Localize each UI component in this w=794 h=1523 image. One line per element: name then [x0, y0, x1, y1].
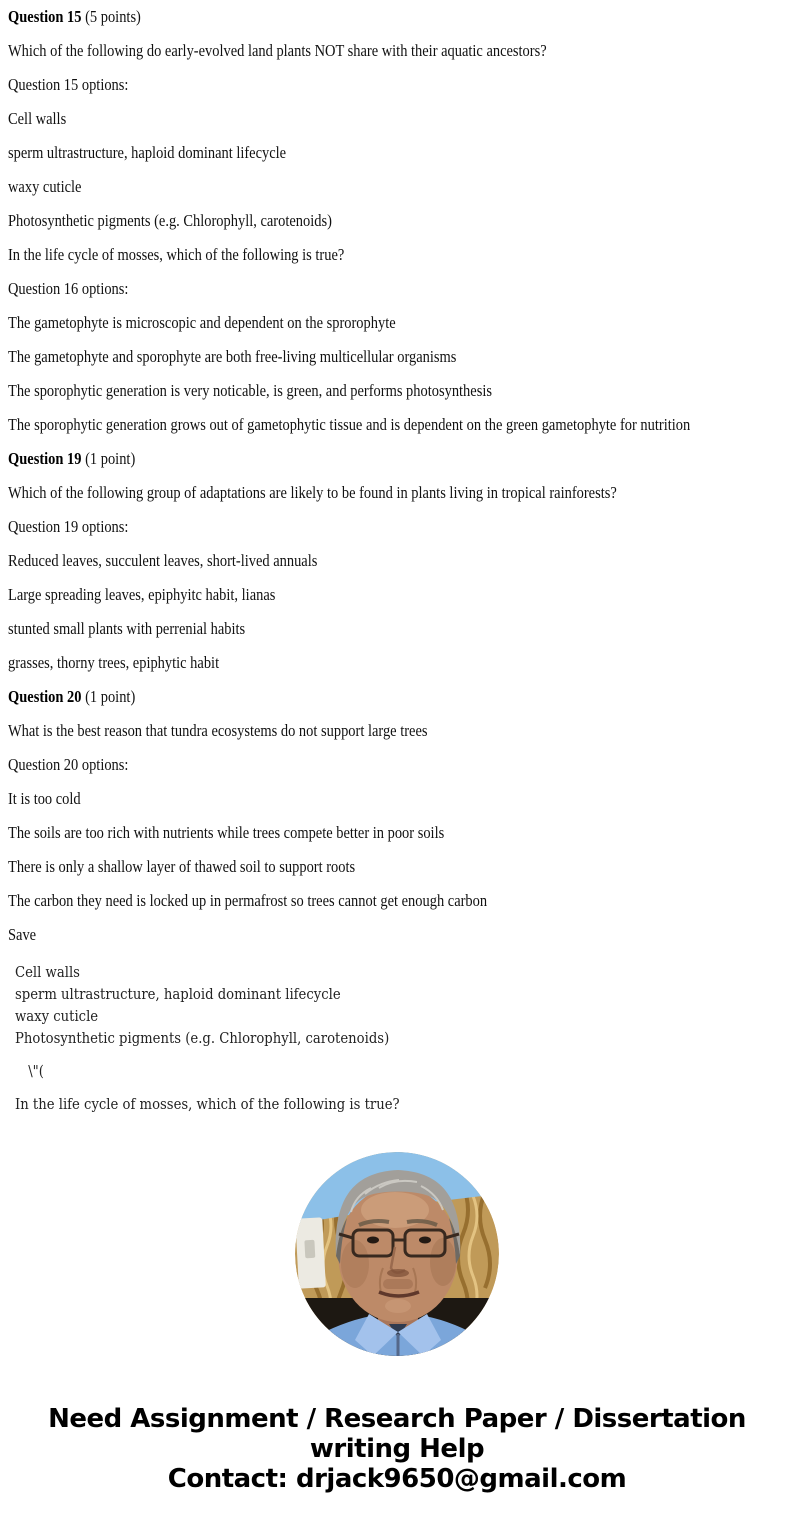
- footer-line-1: Need Assignment / Research Paper / Dissertation: [48, 1404, 746, 1434]
- question-15-text: Which of the following do early-evolved land plants NOT share with their aquatic ancestors?: [8, 41, 547, 60]
- q19-option-2[interactable]: Large spreading leaves, epiphyitc habit, lianas: [8, 585, 276, 604]
- mustache-shadow: [383, 1279, 413, 1289]
- q15-option-2[interactable]: sperm ultrastructure, haploid dominant lifecycle: [8, 143, 287, 162]
- switch-plate: [295, 1217, 326, 1288]
- q16-option-4[interactable]: The sporophytic generation grows out of gametophytic tissue and is dependent on the green gametophyte for nutrition: [8, 415, 691, 434]
- question-15-options-label: Question 15 options:: [8, 75, 129, 94]
- q15-option-3[interactable]: waxy cuticle: [8, 177, 82, 196]
- answer-line-4: Photosynthetic pigments (e.g. Chlorophyll, carotenoids): [15, 1029, 390, 1047]
- eye-right: [419, 1237, 431, 1244]
- eye-left: [367, 1237, 379, 1244]
- question-19-options-label: Question 19 options:: [8, 517, 129, 536]
- answer-line-3: waxy cuticle: [15, 1007, 99, 1025]
- q16-option-3[interactable]: The sporophytic generation is very noticable, is green, and performs photosynthesis: [8, 381, 492, 400]
- chin-highlight: [385, 1299, 411, 1313]
- question-20-options-label: Question 20 options:: [8, 755, 129, 774]
- q20-option-2[interactable]: The soils are too rich with nutrients while trees compete better in poor soils: [8, 823, 445, 842]
- question-15-title: Question 15: [8, 7, 82, 26]
- question-20-heading: [8, 680, 676, 714]
- escaped-characters: \"(: [28, 1062, 44, 1080]
- q19-option-4[interactable]: grasses, thorny trees, epiphytic habit: [8, 653, 220, 672]
- q20-option-3[interactable]: There is only a shallow layer of thawed soil to support roots: [8, 857, 356, 876]
- question-16-options-label: Question 16 options:: [8, 279, 129, 298]
- cheek-shadow-right: [430, 1238, 456, 1286]
- portrait-illustration: [295, 1152, 499, 1356]
- q16-option-1[interactable]: The gametophyte is microscopic and dependent on the sprorophyte: [8, 313, 396, 332]
- q15-option-4[interactable]: Photosynthetic pigments (e.g. Chlorophyll, carotenoids): [8, 211, 332, 230]
- save-button[interactable]: Save: [8, 925, 37, 944]
- portrait-photo: [295, 1152, 499, 1356]
- q20-option-1[interactable]: It is too cold: [8, 789, 81, 808]
- nostril-shadow: [387, 1269, 409, 1277]
- answer-question-text: In the life cycle of mosses, which of the following is true?: [15, 1095, 400, 1113]
- question-20-title: Question 20: [8, 687, 82, 706]
- question-19-title: Question 19: [8, 449, 82, 468]
- question-20-text: What is the best reason that tundra ecosystems do not support large trees: [8, 721, 428, 740]
- question-19-points: (1 point): [81, 449, 136, 468]
- answer-line-2: sperm ultrastructure, haploid dominant lifecycle: [15, 985, 341, 1003]
- footer-banner: [0, 1404, 794, 1494]
- question-16-text: In the life cycle of mosses, which of the following is true?: [8, 245, 345, 264]
- answer-echo-block: [0, 961, 794, 1115]
- q20-option-4[interactable]: The carbon they need is locked up in permafrost so trees cannot get enough carbon: [8, 891, 488, 910]
- cheek-shadow-left: [341, 1240, 369, 1288]
- q16-option-2[interactable]: The gametophyte and sporophyte are both free-living multicellular organisms: [8, 347, 457, 366]
- question-19-text: Which of the following group of adaptations are likely to be found in plants living in tropical rainforests?: [8, 483, 617, 502]
- q15-option-1[interactable]: Cell walls: [8, 109, 67, 128]
- question-15-heading: [8, 0, 676, 34]
- q19-option-3[interactable]: stunted small plants with perrenial habits: [8, 619, 246, 638]
- footer-line-2: writing Help: [309, 1434, 485, 1464]
- footer-line-3: Contact: drjack9650@gmail.com: [167, 1464, 627, 1494]
- answer-line-1: Cell walls: [15, 963, 80, 981]
- question-19-heading: [8, 442, 676, 476]
- question-20-points: (1 point): [81, 687, 136, 706]
- question-15-points: (5 points): [81, 7, 141, 26]
- q19-option-1[interactable]: Reduced leaves, succulent leaves, short-lived annuals: [8, 551, 318, 570]
